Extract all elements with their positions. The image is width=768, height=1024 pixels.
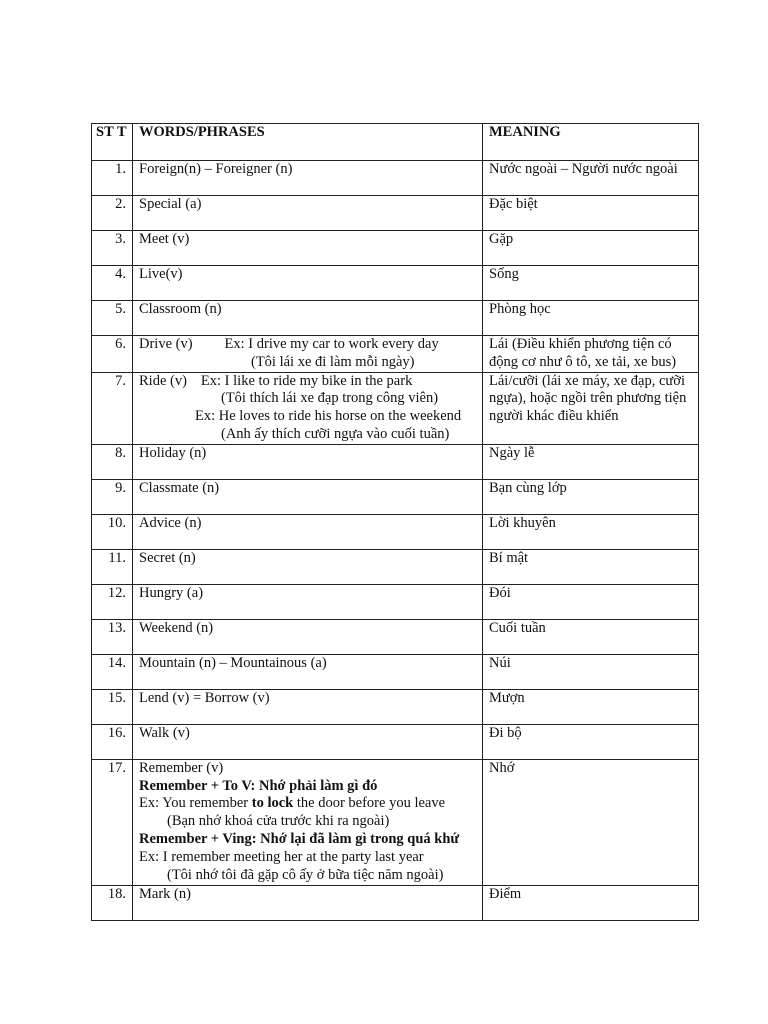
example-sentence: Ex: I like to ride my bike in the park [200,372,413,389]
row-number: 8. [92,444,133,479]
row-meaning: Sống [483,266,699,301]
row-number: 5. [92,301,133,336]
row-word: Ride (v) [139,372,187,389]
table-row [92,301,699,336]
row-meaning: Bạn cùng lớp [483,479,699,514]
example-sentence: Ex: He loves to ride his horse on the weekend [195,408,462,425]
row-word: Walk (v) [133,724,483,759]
table-row [92,161,699,196]
example-text: Ex: You remember [139,795,252,812]
row-word: Special (a) [133,196,483,231]
row-word: Lend (v) = Borrow (v) [133,689,483,724]
table-row [92,231,699,266]
row-word: Remember (v) [139,759,224,776]
row-meaning: Lái/cưỡi (lái xe máy, xe đạp, cưỡi ngựa), hoặc ngồi trên phương tiện người khác điều khiển [483,372,699,444]
row-number: 6. [92,336,133,373]
row-number: 7. [92,372,133,444]
row-word: Drive (v) [139,336,193,352]
row-meaning: Ngày lễ [483,444,699,479]
row-meaning: Nước ngoài – Người nước ngoài [483,161,699,196]
table-row [92,689,699,724]
table-header-row [92,124,699,161]
row-meaning: Lái (Điều khiển phương tiện có động cơ như ô tô, xe tải, xe bus) [483,336,699,373]
example-sentence: Ex: I remember meeting her at the party last year [139,848,424,865]
row-word-cell [133,759,483,885]
row-number: 13. [92,619,133,654]
row-meaning: Núi [483,654,699,689]
example-translation: (Bạn nhớ khoá cửa trước khi ra ngoài) [167,813,390,830]
table-row [92,885,699,920]
example-text: the door before you leave [293,795,446,812]
table-row [92,549,699,584]
row-number: 12. [92,584,133,619]
row-number: 9. [92,479,133,514]
row-meaning: Mượn [483,689,699,724]
row-word: Meet (v) [133,231,483,266]
table-row [92,654,699,689]
row-number: 4. [92,266,133,301]
row-number: 3. [92,231,133,266]
table-row [92,444,699,479]
example-sentence [139,795,476,813]
word-line [139,336,476,354]
row-word: Mountain (n) – Mountainous (a) [133,654,483,689]
example-translation: (Tôi lái xe đi làm mỗi ngày) [251,353,415,370]
row-word: Holiday (n) [133,444,483,479]
row-meaning: Đói [483,584,699,619]
row-word: Hungry (a) [133,584,483,619]
header-meaning: MEANING [483,124,699,161]
row-word-cell [133,372,483,444]
row-word: Secret (n) [133,549,483,584]
row-number: 11. [92,549,133,584]
row-word: Weekend (n) [133,619,483,654]
row-number: 18. [92,885,133,920]
table-row [92,196,699,231]
grammar-rule: Remember + Ving: Nhớ lại đã làm gì trong quá khứ [139,830,460,847]
table-row [92,479,699,514]
row-meaning: Đi bộ [483,724,699,759]
example-translation: (Tôi nhớ tôi đã gặp cô ấy ở bữa tiệc năm ngoài) [167,866,444,883]
row-meaning: Nhớ [483,759,699,885]
row-meaning: Lời khuyên [483,514,699,549]
table-row [92,266,699,301]
row-meaning: Bí mật [483,549,699,584]
table-row [92,372,699,444]
row-number: 2. [92,196,133,231]
vocabulary-table [91,123,699,921]
example-translation: (Anh ấy thích cưỡi ngựa vào cuối tuần) [221,425,450,442]
row-word: Advice (n) [133,514,483,549]
row-number: 1. [92,161,133,196]
header-words: WORDS/PHRASES [133,124,483,161]
row-word: Live(v) [133,266,483,301]
row-word-cell [133,336,483,373]
table-row [92,336,699,373]
row-word: Mark (n) [133,885,483,920]
table-row [92,584,699,619]
table-row [92,514,699,549]
grammar-rule: Remember + To V: Nhớ phải làm gì đó [139,777,378,794]
row-word: Classmate (n) [133,479,483,514]
row-meaning: Đặc biệt [483,196,699,231]
example-sentence: Ex: I drive my car to work every day [224,336,439,352]
table-row [92,619,699,654]
table-row [92,759,699,885]
word-line [139,373,476,391]
row-word: Classroom (n) [133,301,483,336]
row-number: 15. [92,689,133,724]
example-highlight: to lock [251,795,294,812]
header-stt: ST T [92,124,133,161]
row-meaning: Gặp [483,231,699,266]
table-row [92,724,699,759]
row-word: Foreign(n) – Foreigner (n) [133,161,483,196]
row-number: 14. [92,654,133,689]
row-meaning: Cuối tuần [483,619,699,654]
row-meaning: Điểm [483,885,699,920]
example-translation: (Tôi thích lái xe đạp trong công viên) [221,390,439,407]
row-meaning: Phòng học [483,301,699,336]
row-number: 10. [92,514,133,549]
row-number: 17. [92,759,133,885]
row-number: 16. [92,724,133,759]
